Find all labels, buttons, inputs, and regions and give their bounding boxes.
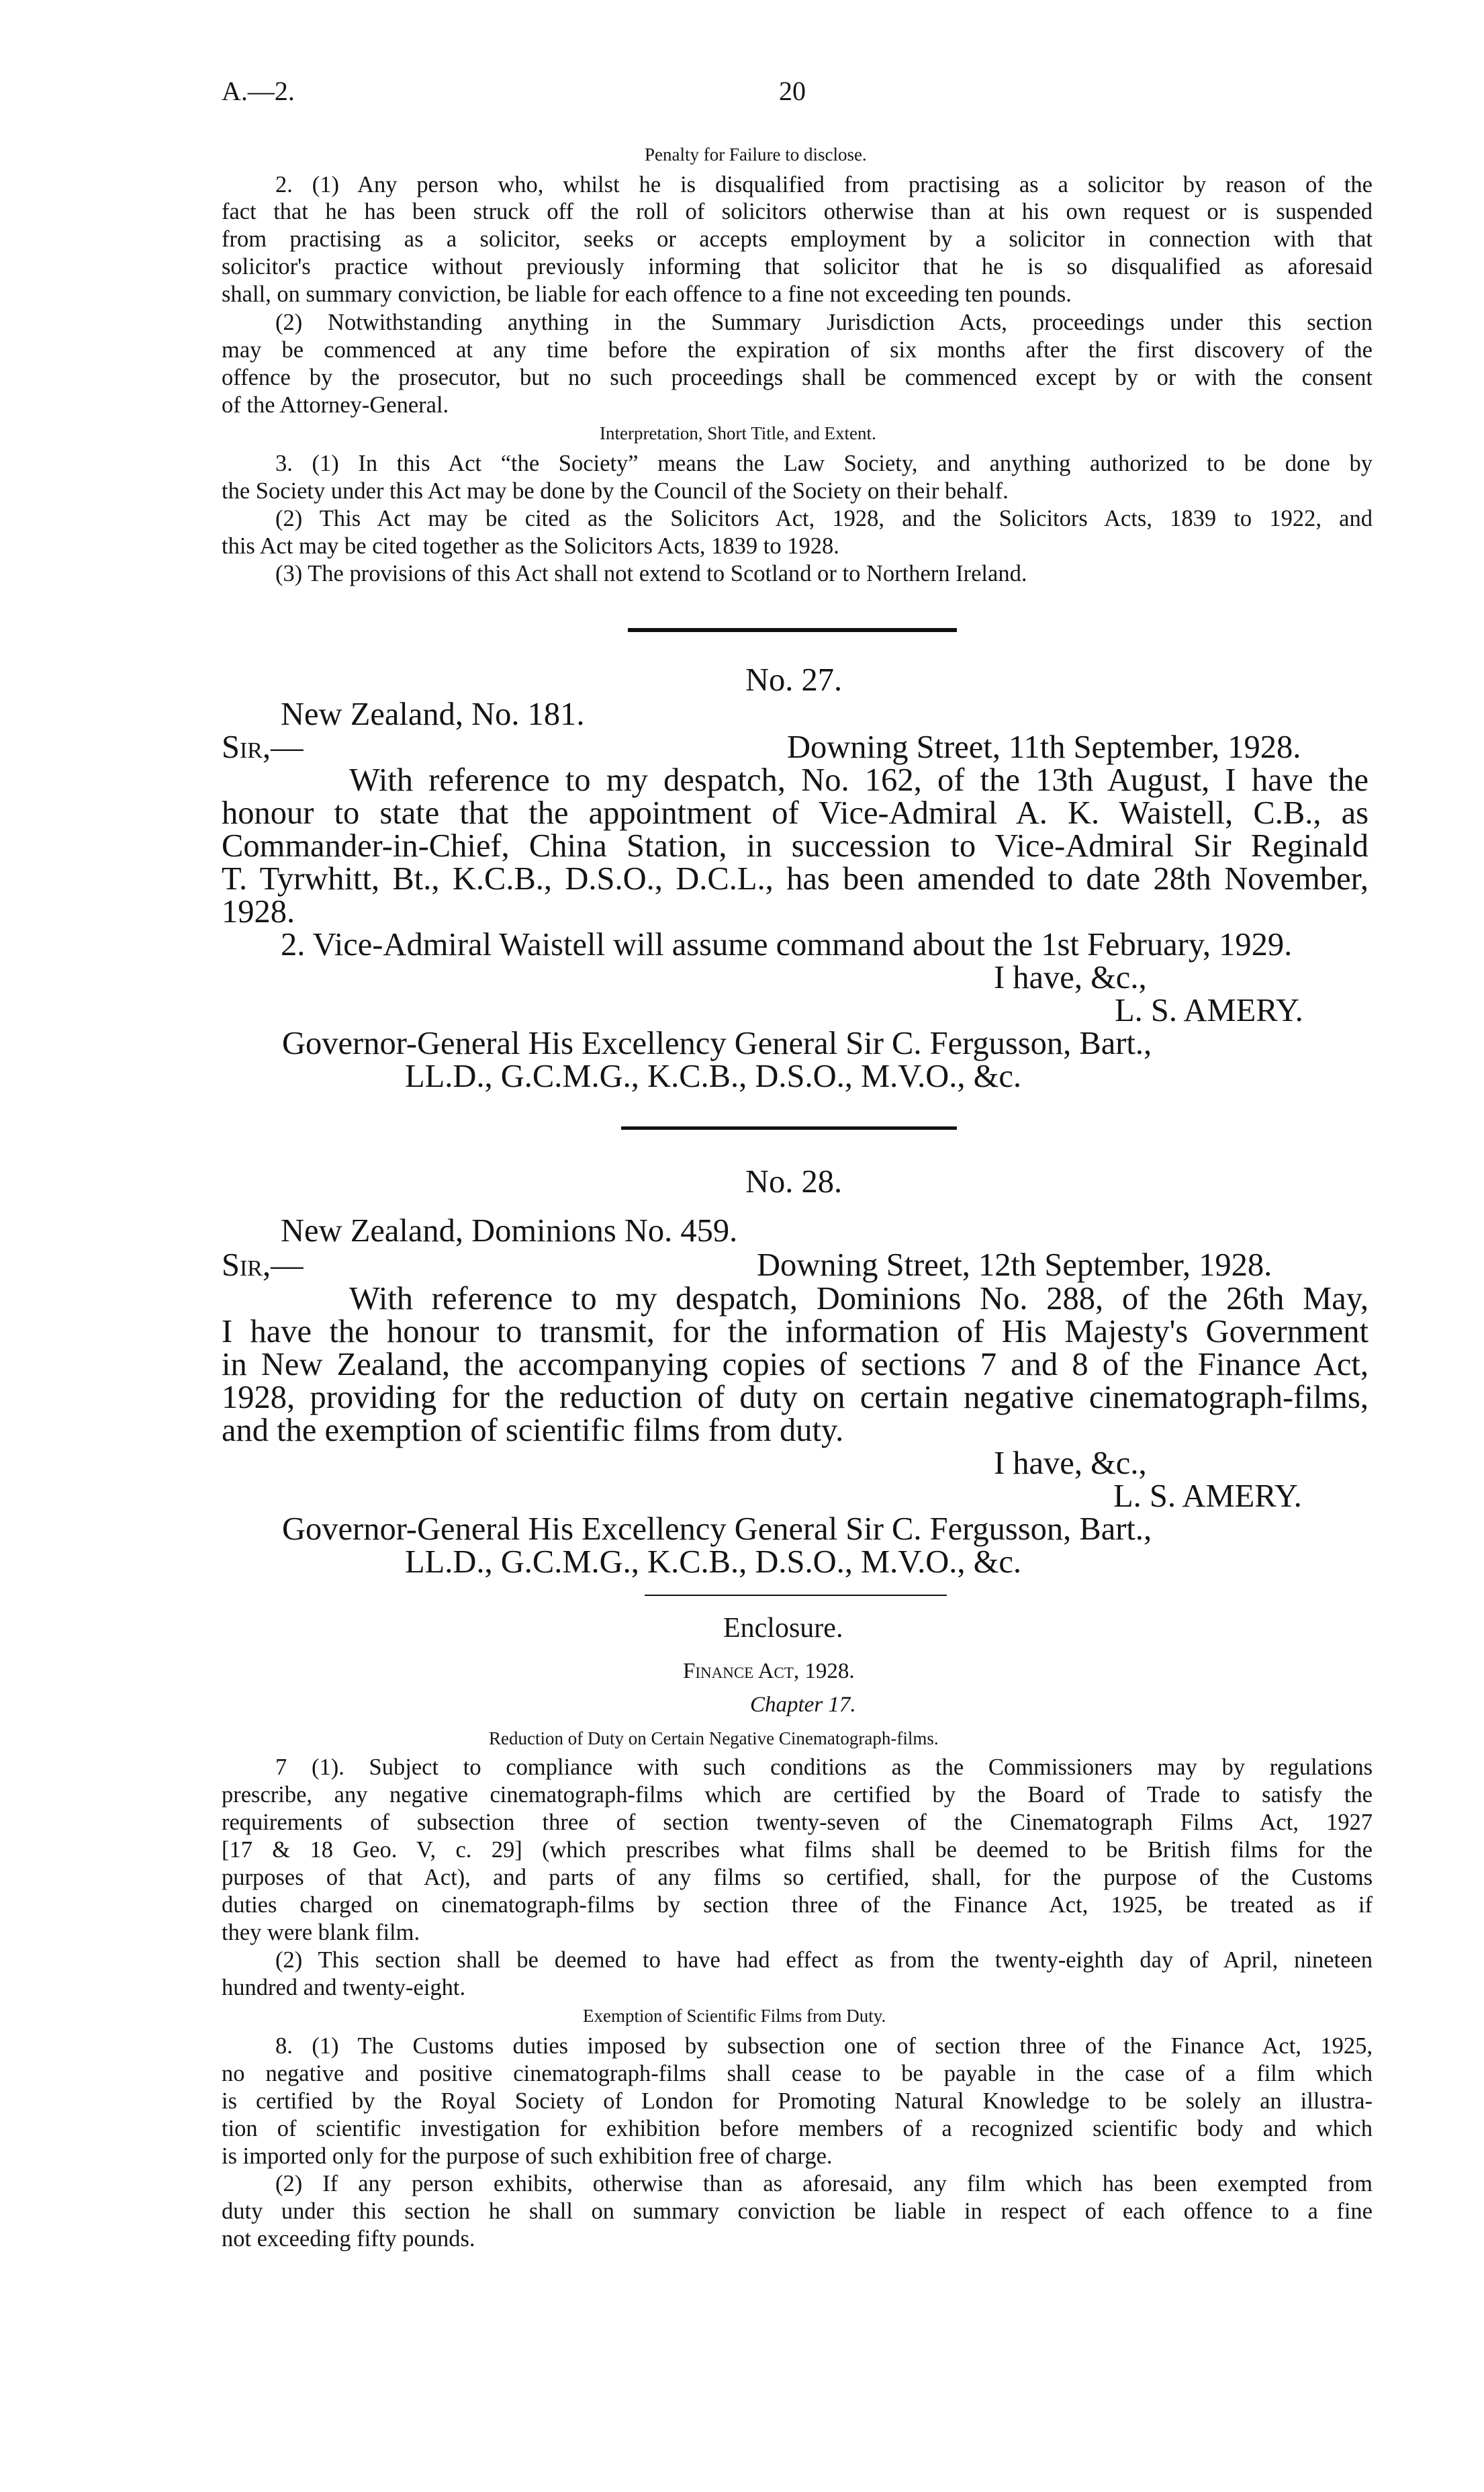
page-number: 20 xyxy=(779,76,806,106)
salutation: Sir,— xyxy=(222,729,304,765)
text-line: (2) This section shall be deemed to have had effect as from the twenty-eighth day of April, nineteen xyxy=(275,1947,1373,1973)
text-line: 2. Vice-Admiral Waistell will assume command about the 1st February, 1929. xyxy=(281,927,1293,963)
text-line: With reference to my despatch, Dominions No. 288, of the 26th May, xyxy=(349,1281,1369,1317)
text-line: not exceeding fifty pounds. xyxy=(222,2226,475,2252)
text-line: 2. (1) Any person who, whilst he is disqualified from practising as a solicitor by reason of the xyxy=(275,172,1373,197)
text-line: from practising as a solicitor, seeks or accepts employment by a solicitor in connection with that xyxy=(222,226,1373,252)
text-line: of the Attorney-General. xyxy=(222,392,449,418)
despatch-ref: New Zealand, Dominions No. 459. xyxy=(281,1213,738,1249)
text-line: honour to state that the appointment of Vice-Admiral A. K. Waistell, C.B., as xyxy=(222,795,1369,831)
text-line: 3. (1) In this Act “the Society” means the Law Society, and anything authorized to be done by xyxy=(275,451,1373,476)
text-line: may be commenced at any time before the expiration of six months after the first discovery of the xyxy=(222,337,1373,363)
text-line: requirements of subsection three of section twenty-seven of the Cinematograph Films Act, 1927 xyxy=(222,1810,1373,1835)
signature: L. S. AMERY. xyxy=(1115,993,1303,1028)
despatch-number: No. 27. xyxy=(745,662,843,698)
text-line: duty under this section he shall on summary conviction be liable in respect of each offence to a fine xyxy=(222,2198,1373,2224)
text-line: 7 (1). Subject to compliance with such conditions as the Commissioners may by regulations xyxy=(275,1754,1373,1780)
text-line: (2) Notwithstanding anything in the Summary Jurisdiction Acts, proceedings under this section xyxy=(275,310,1373,335)
text-line: 1928, providing for the reduction of duty on certain negative cinematograph-films, xyxy=(222,1380,1369,1415)
text-line: prescribe, any negative cinematograph-films which are certified by the Board of Trade to satisfy the xyxy=(222,1782,1373,1808)
section-heading-reduction: Reduction of Duty on Certain Negative Cinematograph-films. xyxy=(489,1728,939,1748)
text-line: [17 & 18 Geo. V, c. 29] (which prescribes what films shall be deemed to be British films for the xyxy=(222,1837,1373,1863)
chapter-title: Chapter 17. xyxy=(750,1693,856,1717)
text-line: 8. (1) The Customs duties imposed by subsection one of section three of the Finance Act, 1925, xyxy=(275,2033,1373,2059)
section-heading-penalty: Penalty for Failure to disclose. xyxy=(645,144,867,165)
text-line: purposes of that Act), and parts of any films so certified, shall, for the purpose of the Customs xyxy=(222,1865,1373,1890)
text-line: is imported only for the purpose of such exhibition free of charge. xyxy=(222,2143,833,2169)
text-line: fact that he has been struck off the roll of solicitors otherwise than at his own request or is suspended xyxy=(222,199,1373,224)
text-line: tion of scientific investigation for exhibition before members of a recognized scientific body and which xyxy=(222,2116,1373,2141)
section-divider xyxy=(621,1126,957,1130)
section-heading-exemption: Exemption of Scientific Films from Duty. xyxy=(583,2006,886,2026)
text-line: shall, on summary conviction, be liable for each offence to a fine not exceeding ten pounds. xyxy=(222,281,1072,307)
section-heading-interpretation: Interpretation, Short Title, and Extent. xyxy=(600,423,876,443)
text-line: this Act may be cited together as the Solicitors Acts, 1839 to 1928. xyxy=(222,533,839,559)
address-date: Downing Street, 12th September, 1928. xyxy=(757,1247,1272,1283)
text-line: they were blank film. xyxy=(222,1920,420,1945)
text-line: hundred and twenty-eight. xyxy=(222,1975,466,2000)
text-line: and the exemption of scientific films from duty. xyxy=(222,1413,844,1448)
text-line: (2) This Act may be cited as the Solicitors Act, 1928, and the Solicitors Acts, 1839 to 1922, and xyxy=(275,506,1373,531)
salutation: Sir,— xyxy=(222,1247,304,1283)
section-divider xyxy=(645,1595,947,1596)
text-line: solicitor's practice without previously informing that solicitor that he is so disqualified as aforesaid xyxy=(222,254,1373,279)
addressee-line-2: LL.D., G.C.M.G., K.C.B., D.S.O., M.V.O., &c. xyxy=(405,1544,1021,1580)
addressee-line-1: Governor-General His Excellency General Sir C. Fergusson, Bart., xyxy=(282,1026,1152,1061)
despatch-number: No. 28. xyxy=(745,1164,843,1200)
text-line: Commander-in-Chief, China Station, in succession to Vice-Admiral Sir Reginald xyxy=(222,828,1369,864)
text-line: no negative and positive cinematograph-films shall cease to be payable in the case of a film which xyxy=(222,2061,1373,2086)
closing: I have, &c., xyxy=(994,1445,1147,1481)
text-line: With reference to my despatch, No. 162, of the 13th August, I have the xyxy=(349,762,1369,798)
text-line: offence by the prosecutor, but no such proceedings shall be commenced except by or with the consent xyxy=(222,365,1373,390)
text-line: the Society under this Act may be done by the Council of the Society on their behalf. xyxy=(222,478,1009,504)
text-line: 1928. xyxy=(222,894,295,930)
text-line: (3) The provisions of this Act shall not extend to Scotland or to Northern Ireland. xyxy=(275,561,1027,586)
text-line: in New Zealand, the accompanying copies of sections 7 and 8 of the Finance Act, xyxy=(222,1347,1369,1382)
text-line: is certified by the Royal Society of London for Promoting Natural Knowledge to be solely an illustra- xyxy=(222,2088,1373,2114)
text-line: I have the honour to transmit, for the information of His Majesty's Government xyxy=(222,1314,1369,1349)
text-line: duties charged on cinematograph-films by section three of the Finance Act, 1925, be treated as if xyxy=(222,1892,1373,1918)
enclosure-title: Enclosure. xyxy=(723,1613,843,1644)
header-ref: A.—2. xyxy=(222,76,295,106)
signature: L. S. AMERY. xyxy=(1113,1478,1302,1514)
section-divider xyxy=(628,628,957,632)
closing: I have, &c., xyxy=(994,960,1147,995)
address-date: Downing Street, 11th September, 1928. xyxy=(787,729,1301,765)
text-line: (2) If any person exhibits, otherwise than as aforesaid, any film which has been exempted from xyxy=(275,2171,1373,2196)
addressee-line-2: LL.D., G.C.M.G., K.C.B., D.S.O., M.V.O., &c. xyxy=(405,1059,1021,1094)
despatch-ref: New Zealand, No. 181. xyxy=(281,697,585,732)
act-title: Finance Act, 1928. xyxy=(683,1659,855,1683)
text-line: T. Tyrwhitt, Bt., K.C.B., D.S.O., D.C.L., has been amended to date 28th November, xyxy=(222,861,1369,897)
addressee-line-1: Governor-General His Excellency General Sir C. Fergusson, Bart., xyxy=(282,1511,1152,1547)
